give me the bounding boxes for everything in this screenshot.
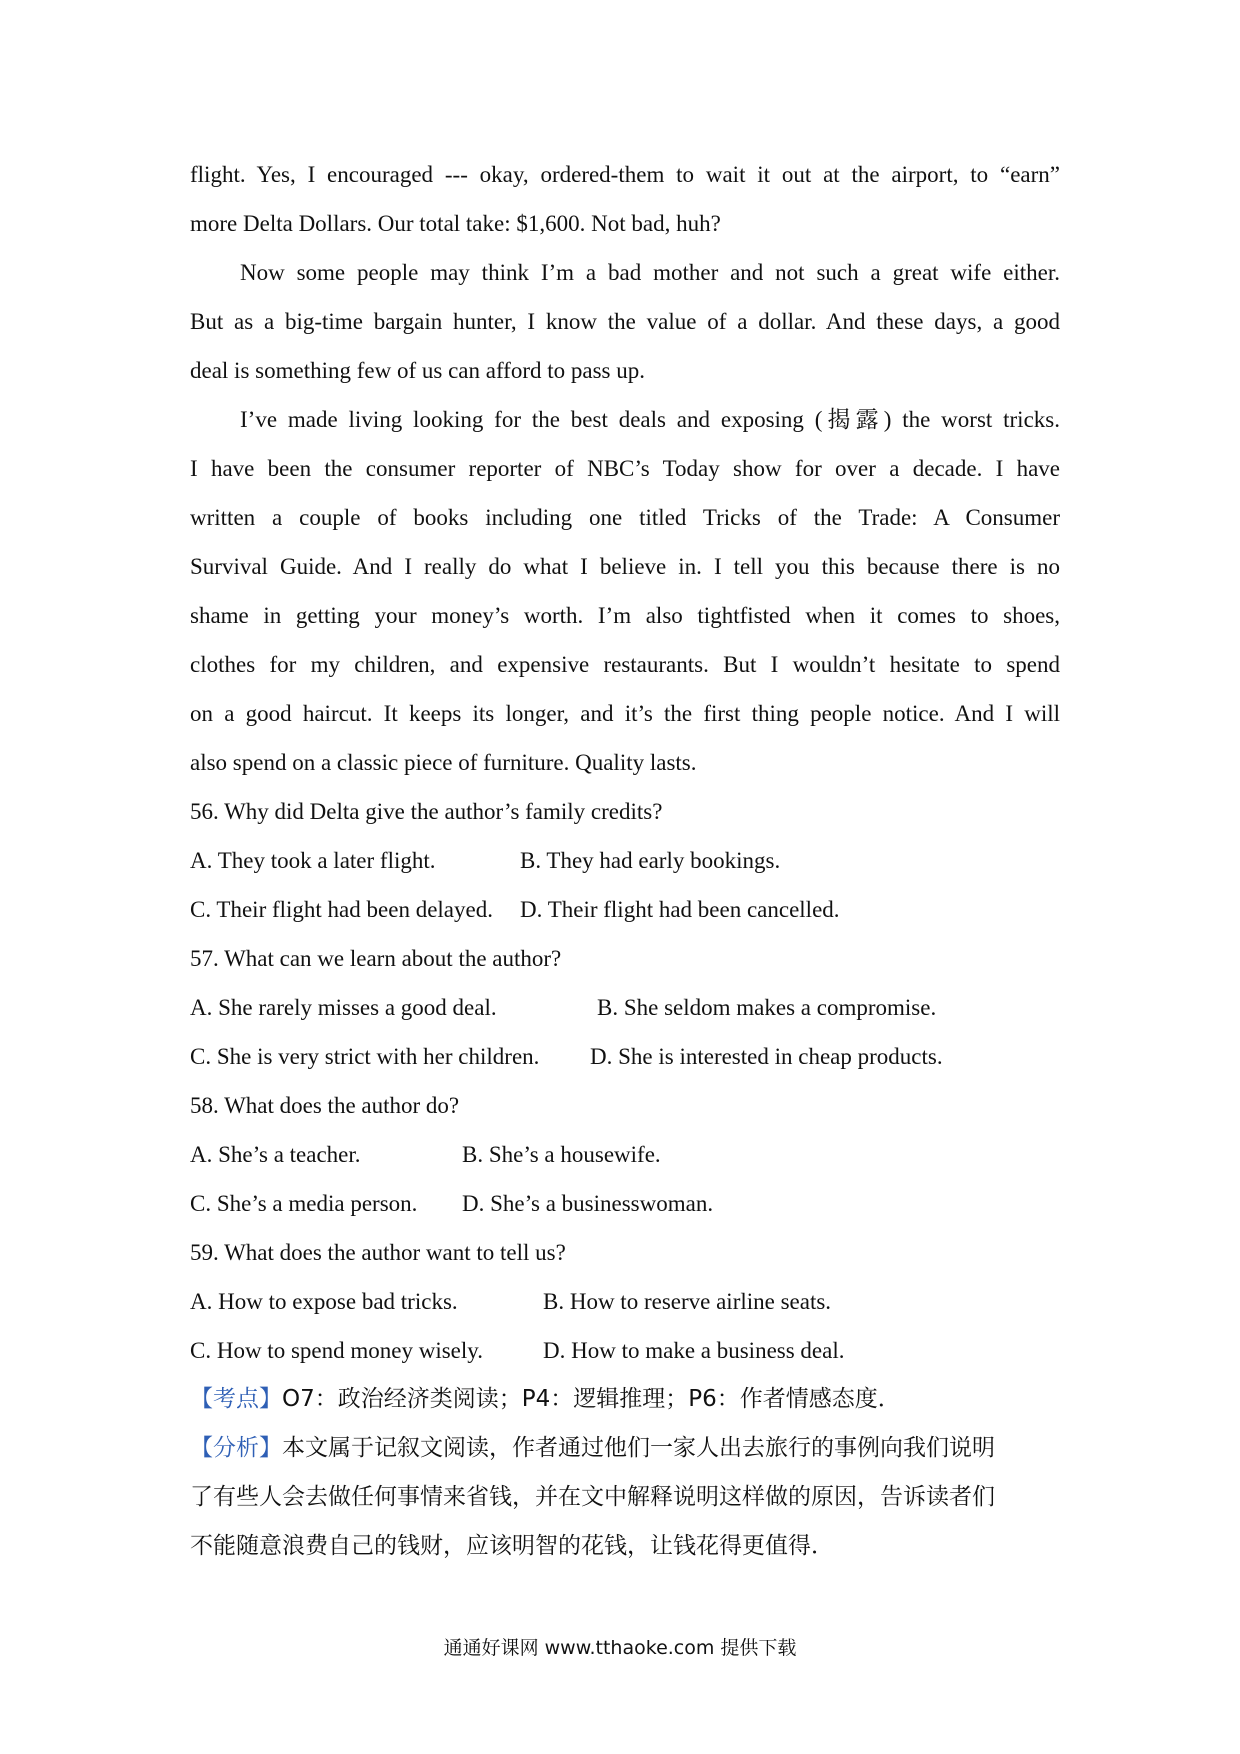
options-row — [190, 1130, 1060, 1179]
kaodian-line — [190, 1375, 1060, 1424]
option-d: D. Their flight had been cancelled. — [520, 897, 840, 922]
option-b: B. She seldom makes a compromise. — [597, 995, 937, 1020]
option-c: C. She is very strict with her children. — [190, 1044, 540, 1069]
options-row — [190, 885, 1060, 934]
passage-line: more Delta Dollars. Our total take: $1,600. Not bad, huh? — [190, 211, 721, 236]
question-stem: 56. Why did Delta give the author’s family credits? — [190, 799, 663, 824]
option-a: A. She’s a teacher. — [190, 1142, 361, 1167]
options-row — [190, 1179, 1060, 1228]
options-row — [190, 1277, 1060, 1326]
option-a: A. How to expose bad tricks. — [190, 1289, 458, 1314]
fenxi-label: 【分析】 — [190, 1435, 282, 1461]
fenxi-line: 了有些人会去做任何事情来省钱，并在文中解释说明这样做的原因，告诉读者们 — [190, 1484, 995, 1510]
option-b: B. How to reserve airline seats. — [543, 1289, 832, 1314]
option-d: D. She is interested in cheap products. — [590, 1044, 943, 1069]
option-d: D. She’s a businesswoman. — [462, 1191, 714, 1216]
option-b: B. They had early bookings. — [520, 848, 781, 873]
option-a: A. She rarely misses a good deal. — [190, 995, 497, 1020]
question-stem: 57. What can we learn about the author? — [190, 946, 562, 971]
passage-line: flight. Yes, I encouraged --- okay, ordered-them to wait it out at the airport, to “earn” — [190, 162, 1060, 187]
options-row — [190, 1326, 1060, 1375]
kaodian-label: 【考点】 — [190, 1386, 282, 1412]
options-row — [190, 983, 1060, 1032]
kaodian-text: O7：政治经济类阅读；P4：逻辑推理；P6：作者情感态度． — [282, 1386, 901, 1412]
passage-line: clothes for my children, and expensive restaurants. But I wouldn’t hesitate to spend — [190, 652, 1060, 677]
passage-line: deal is something few of us can afford to pass up. — [190, 358, 646, 383]
passage-line: shame in getting your money’s worth. I’m also tightfisted when it comes to shoes, — [190, 603, 1060, 628]
passage-line: But as a big-time bargain hunter, I know the value of a dollar. And these days, a good — [190, 309, 1060, 334]
fenxi-line: 不能随意浪费自己的钱财，应该明智的花钱，让钱花得更值得． — [190, 1533, 834, 1559]
passage-line: Survival Guide. And I really do what I believe in. I tell you this because there is no — [190, 554, 1060, 579]
passage-line: I have been the consumer reporter of NBC’s Today show for over a decade. I have — [190, 456, 1060, 481]
passage-line: written a couple of books including one titled Tricks of the Trade: A Consumer — [190, 505, 1060, 530]
fenxi-text: 本文属于记叙文阅读，作者通过他们一家人出去旅行的事例向我们说明 — [282, 1435, 995, 1461]
fenxi-line — [190, 1424, 1060, 1473]
passage-line: Now some people may think I’m a bad mother and not such a great wife either. — [240, 260, 1060, 285]
question-stem: 59. What does the author want to tell us? — [190, 1240, 566, 1265]
option-d: D. How to make a business deal. — [543, 1338, 845, 1363]
option-c: C. Their flight had been delayed. — [190, 897, 493, 922]
option-a: A. They took a later flight. — [190, 848, 436, 873]
question-stem: 58. What does the author do? — [190, 1093, 460, 1118]
passage-line: I’ve made living looking for the best deals and exposing (揭露) the worst tricks. — [240, 407, 1060, 432]
passage-line: on a good haircut. It keeps its longer, and it’s the first thing people notice. And I will — [190, 701, 1060, 726]
option-c: C. How to spend money wisely. — [190, 1338, 484, 1363]
option-c: C. She’s a media person. — [190, 1191, 418, 1216]
option-b: B. She’s a housewife. — [462, 1142, 661, 1167]
document-body — [190, 150, 1060, 1571]
footer-watermark: 通通好课网 www.tthaoke.com 提供下载 — [443, 1637, 797, 1659]
options-row — [190, 1032, 1060, 1081]
passage-line: also spend on a classic piece of furniture. Quality lasts. — [190, 750, 697, 775]
options-row — [190, 836, 1060, 885]
